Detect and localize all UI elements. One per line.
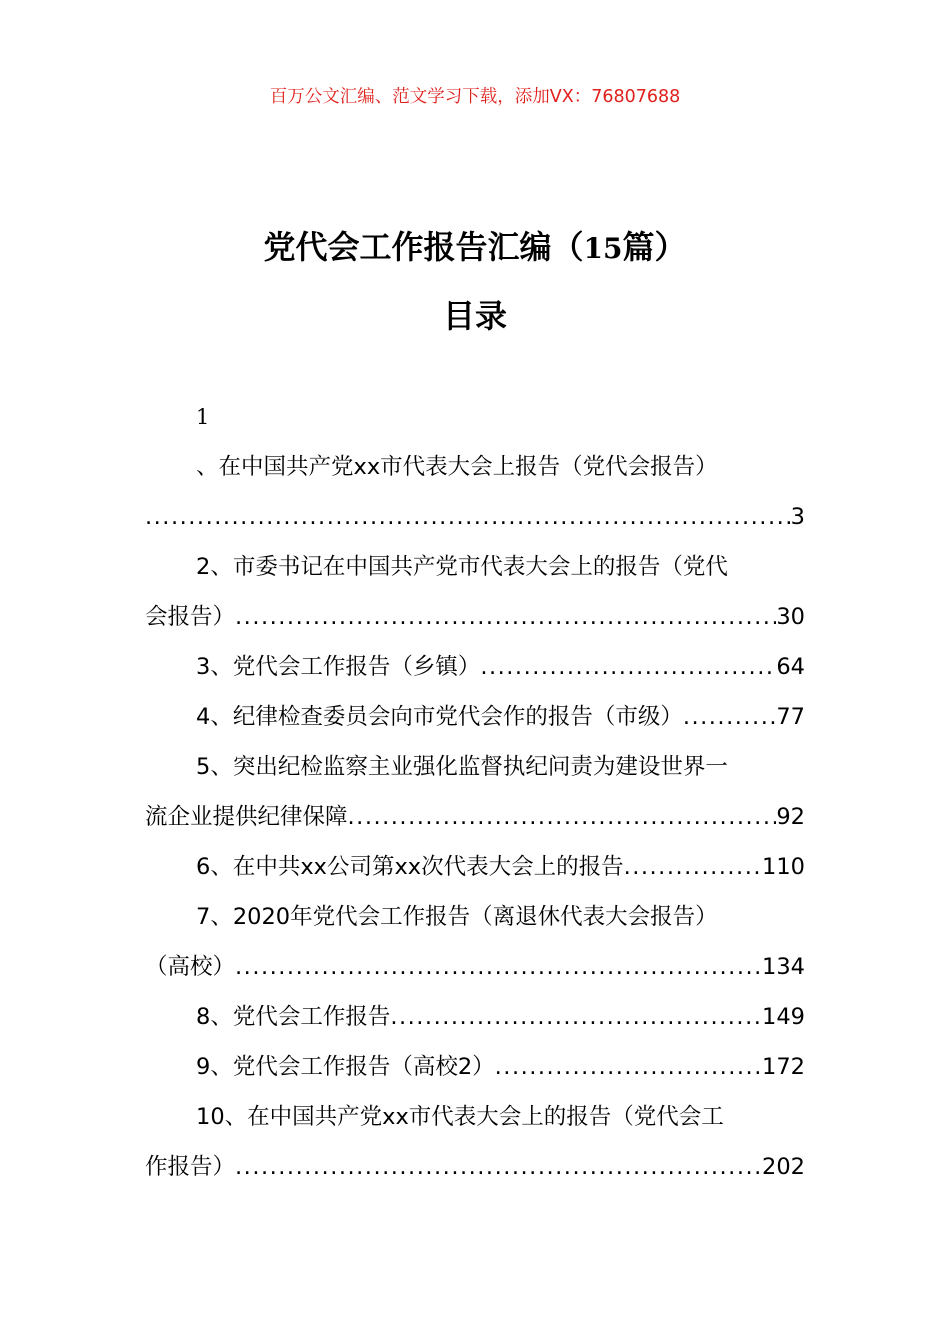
toc-page-number: 92 (776, 804, 805, 830)
toc-entry-line (145, 492, 805, 542)
toc-leader-dots (624, 842, 762, 892)
toc-leader-dots (480, 642, 776, 692)
toc-leader-dots (683, 692, 777, 742)
toc-entry-title: 9、党代会工作报告（高校2） (196, 1054, 495, 1080)
title-suffix: 篇） (622, 228, 687, 266)
toc-entry-line (145, 992, 805, 1042)
toc-page-number: 172 (762, 1054, 805, 1080)
toc-entry-line (145, 642, 805, 692)
toc-entry[interactable] (145, 842, 805, 892)
toc-entry[interactable] (145, 542, 805, 642)
toc-lead-number: 1 (196, 405, 210, 429)
document-title (0, 222, 950, 274)
toc-entry-title: 2、市委书记在中国共产党市代表大会上的报告（党代 (196, 554, 728, 580)
toc-entry-line (145, 892, 805, 942)
toc-entry-title: 、在中国共产党xx市代表大会上报告（党代会报告） (196, 454, 718, 480)
toc-entry-title-cont: （高校） (145, 954, 236, 980)
title-count: 15 (583, 232, 623, 265)
toc-entry-line (145, 1142, 805, 1192)
toc-entry-title: 7、2020年党代会工作报告（离退休代表大会报告） (196, 904, 718, 930)
toc-entry-title: 6、在中共xx公司第xx次代表大会上的报告 (196, 854, 624, 880)
toc-page-number: 202 (762, 1154, 805, 1180)
toc-entry-title: 10、在中国共产党xx市代表大会上的报告（党代会工 (196, 1104, 724, 1130)
header-text: 百万公文汇编、范文学习下载，添加VX：76807688 (269, 87, 681, 107)
toc-entry-line (145, 692, 805, 742)
toc-entry[interactable] (145, 642, 805, 692)
toc-entry-title-cont: 作报告） (145, 1154, 236, 1180)
toc-leader-dots (348, 792, 777, 842)
toc-page-number: 77 (776, 704, 805, 730)
toc-entry-line (145, 742, 805, 792)
toc-entry-title: 4、纪律检查委员会向市党代会作的报告（市级） (196, 704, 683, 730)
toc-entry-title: 5、突出纪检监察主业强化监督执纪问责为建设世界一 (196, 754, 728, 780)
toc-entry-line (145, 442, 805, 492)
toc-entry[interactable] (145, 742, 805, 842)
toc-entry-line (145, 842, 805, 892)
toc-entry-line (145, 942, 805, 992)
title-prefix: 党代会工作报告汇编（ (263, 228, 584, 266)
toc-page-number: 3 (790, 504, 805, 530)
toc-leader-dots (235, 942, 762, 992)
toc-leader-dots (495, 1042, 762, 1092)
watermark-header (0, 84, 950, 110)
toc-leader-dots (235, 592, 776, 642)
toc-entry[interactable] (145, 442, 805, 542)
toc-entry-title-cont: 会报告） (145, 604, 236, 630)
toc-entry-title: 3、党代会工作报告（乡镇） (196, 654, 481, 680)
toc-entry-line (145, 1042, 805, 1092)
toc-leader-dots (390, 992, 762, 1042)
toc-entry[interactable] (145, 1042, 805, 1092)
toc-page-number: 110 (762, 854, 805, 880)
toc-page-number: 149 (762, 1004, 805, 1030)
toc-entry-line (145, 592, 805, 642)
toc-page-number: 64 (776, 654, 805, 680)
toc-entry-line (145, 542, 805, 592)
toc-page-number: 134 (762, 954, 805, 980)
toc-leader-dots (145, 492, 791, 542)
toc-entry-title: 8、党代会工作报告 (196, 1004, 391, 1030)
toc-entry-line (145, 792, 805, 842)
toc-entry-title-cont: 流企业提供纪律保障 (145, 804, 348, 830)
toc-entry[interactable] (145, 692, 805, 742)
table-of-contents (145, 392, 805, 1192)
toc-entry[interactable] (145, 1092, 805, 1192)
toc-entry-line (145, 1092, 805, 1142)
toc-heading: 目录 (442, 297, 507, 335)
toc-entry[interactable] (145, 892, 805, 992)
toc-entry[interactable] (145, 992, 805, 1042)
toc-page-number: 30 (776, 604, 805, 630)
toc-leader-dots (235, 1142, 762, 1192)
